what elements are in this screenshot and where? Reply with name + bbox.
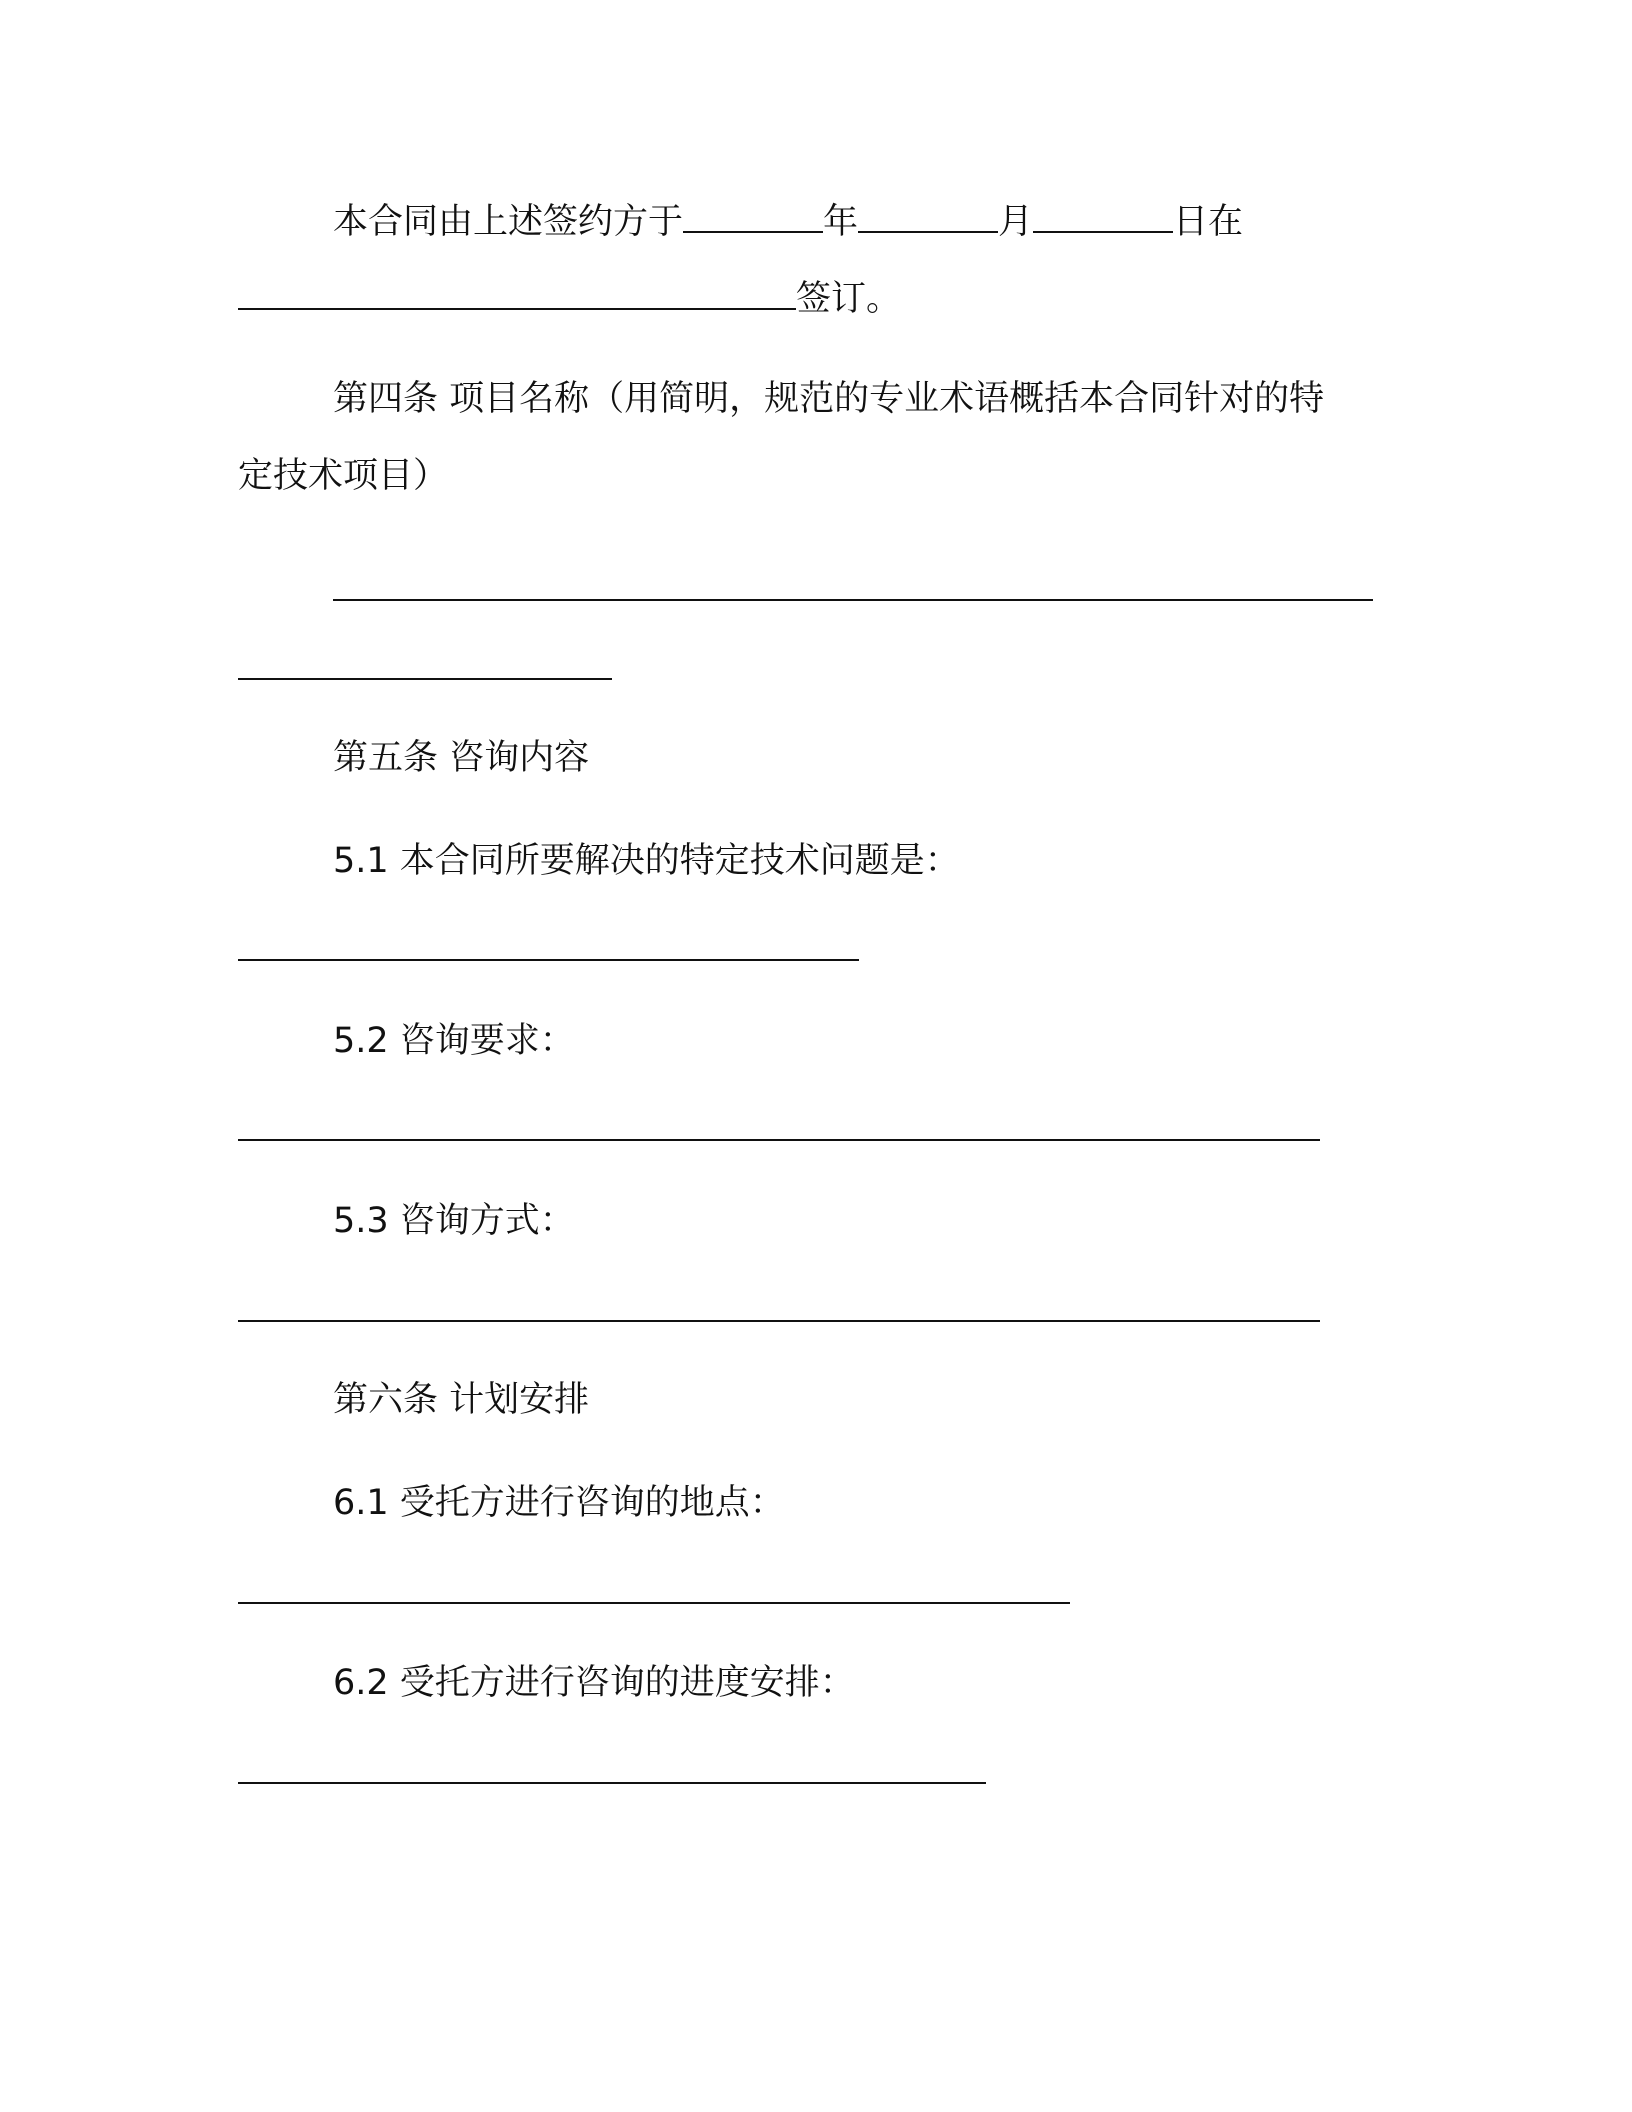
item-6-2-label: 6.2 受托方进行咨询的进度安排：	[333, 1663, 855, 1703]
article4-heading-cont: 定技术项目）	[238, 456, 449, 496]
article5-heading: 第五条 咨询内容	[333, 738, 590, 778]
signing-place-blank[interactable]	[238, 268, 796, 310]
signing-date-line	[333, 191, 1243, 243]
item-5-3-label: 5.3 咨询方式：	[333, 1201, 575, 1241]
month-label: 月	[998, 202, 1034, 242]
signing-text-prefix: 本合同由上述签约方于	[333, 202, 684, 242]
item-6-1-label: 6.1 受托方进行咨询的地点：	[333, 1483, 785, 1523]
article4-heading: 第四条 项目名称（用简明，规范的专业术语概括本合同针对的特	[333, 379, 1325, 419]
day-blank[interactable]	[1033, 191, 1173, 233]
signed-label: 签订。	[796, 279, 902, 319]
project-name-blank-2[interactable]	[238, 678, 612, 680]
item-5-2-label: 5.2 咨询要求：	[333, 1021, 575, 1061]
item-5-2-blank[interactable]	[238, 1139, 1320, 1141]
item-5-1-blank[interactable]	[238, 959, 859, 961]
item-5-1-label: 5.1 本合同所要解决的特定技术问题是：	[333, 841, 960, 881]
year-label: 年	[823, 202, 859, 242]
item-6-2-blank[interactable]	[238, 1782, 986, 1784]
signing-place-line	[238, 268, 901, 320]
year-blank[interactable]	[683, 191, 823, 233]
day-at-label: 日在	[1173, 202, 1244, 242]
project-name-blank-1[interactable]	[333, 599, 1373, 601]
item-6-1-blank[interactable]	[238, 1602, 1070, 1604]
item-5-3-blank[interactable]	[238, 1320, 1320, 1322]
article6-heading: 第六条 计划安排	[333, 1380, 590, 1420]
month-blank[interactable]	[858, 191, 998, 233]
